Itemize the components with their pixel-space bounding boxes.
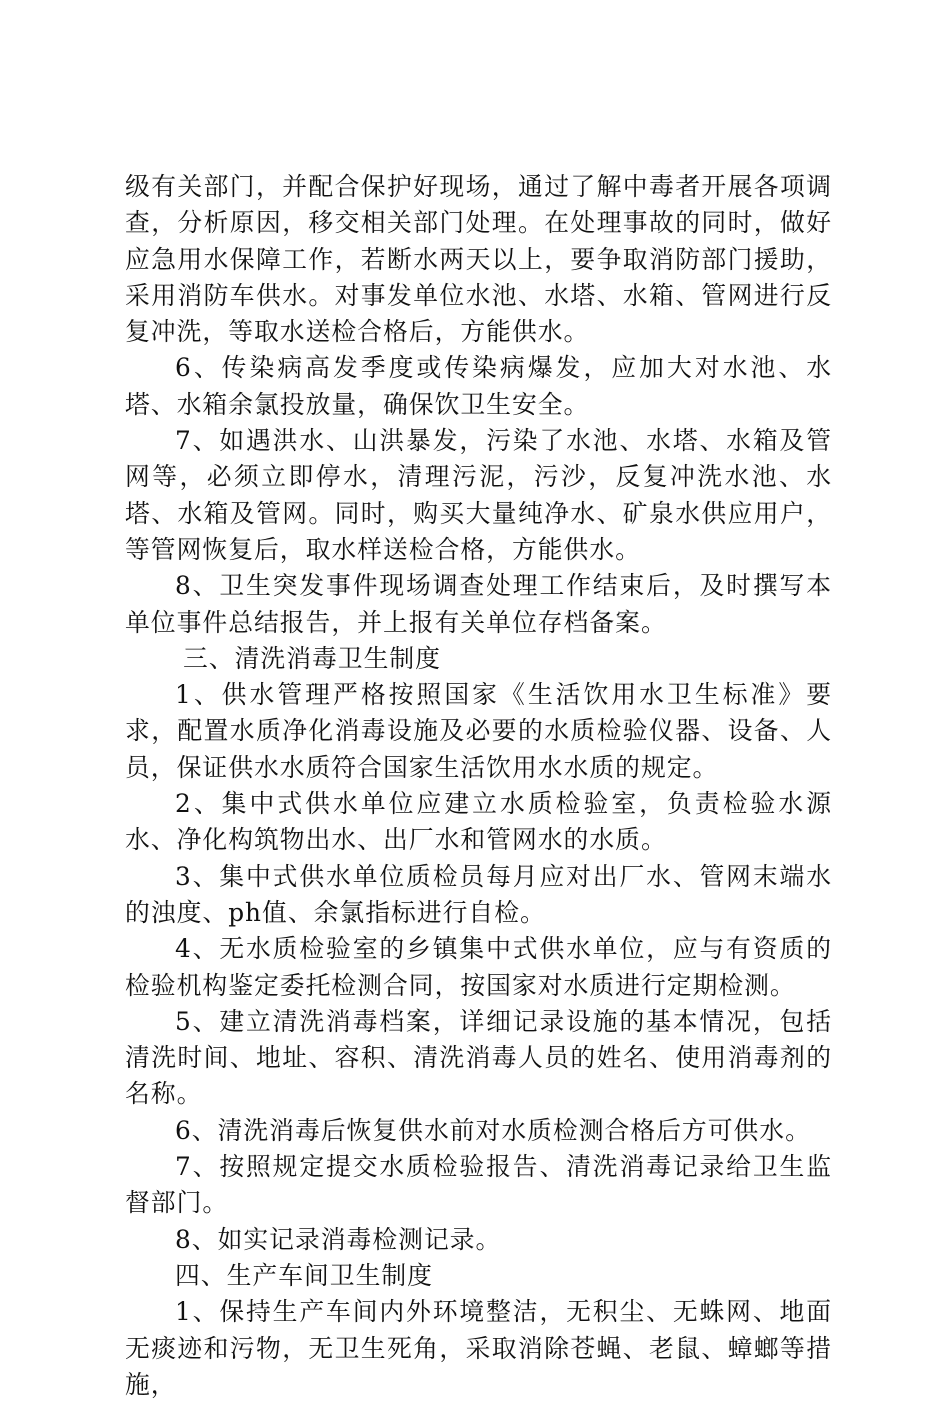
paragraph-item-3: 3、集中式供水单位质检员每月应对出厂水、管网末端水的浊度、ph值、余氯指标进行自检。 [125,861,832,927]
section-heading-3: 三、清洗消毒卫生制度 [183,643,441,673]
paragraph-item-6b: 6、清洗消毒后恢复供水前对水质检测合格后方可供水。 [175,1115,811,1145]
paragraph-item-5: 5、建立清洗消毒档案，详细记录设施的基本情况，包括清洗时间、地址、容积、清洗消毒人员的姓名、使用消毒剂的名称。 [125,1006,832,1109]
paragraph-item-6: 6、传染病高发季度或传染病爆发，应加大对水池、水塔、水箱余氯投放量，确保饮卫生安全。 [125,353,832,419]
paragraph-item-7b: 7、按照规定提交水质检验报告、清洗消毒记录给卫生监督部门。 [125,1152,832,1218]
section-heading-4: 四、生产车间卫生制度 [175,1260,433,1290]
paragraph-item-1: 1、供水管理严格按照国家《生活饮用水卫生标准》要求，配置水质净化消毒设施及必要的水质检验仪器、设备、人员，保证供水水质符合国家生活饮用水水质的规定。 [125,680,832,782]
paragraph-item-4: 4、无水质检验室的乡镇集中式供水单位，应与有资质的检验机构鉴定委托检测合同，按国家对水质进行定期检测。 [125,934,832,1000]
paragraph-continuation: 级有关部门，并配合保护好现场，通过了解中毒者开展各项调查，分析原因，移交相关部门处理。在处理事故的同时，做好应急用水保障工作，若断水两天以上，要争取消防部门援助，采用消防车供水。对事发单位水池、水塔、水箱、管网进行反复冲洗，等取水送检合格后，方能供水。 [125,172,832,347]
document-body [125,169,832,1403]
paragraph-item-8b: 8、如实记录消毒检测记录。 [175,1224,502,1254]
paragraph-item-1b: 1、保持生产车间内外环境整洁，无积尘、无蛛网、地面无痰迹和污物，无卫生死角，采取消除苍蝇、老鼠、蟑螂等措施， [125,1297,832,1399]
paragraph-item-2: 2、集中式供水单位应建立水质检验室，负责检验水源水、净化构筑物出水、出厂水和管网水的水质。 [125,789,832,855]
paragraph-item-8: 8、卫生突发事件现场调查处理工作结束后，及时撰写本单位事件总结报告，并上报有关单位存档备案。 [125,571,832,637]
paragraph-item-7: 7、如遇洪水、山洪暴发，污染了水池、水塔、水箱及管网等，必须立即停水，清理污泥，污沙，反复冲洗水池、水塔、水箱及管网。同时，购买大量纯净水、矿泉水供应用户，等管网恢复后，取水样送检合格，方能供水。 [125,426,832,564]
